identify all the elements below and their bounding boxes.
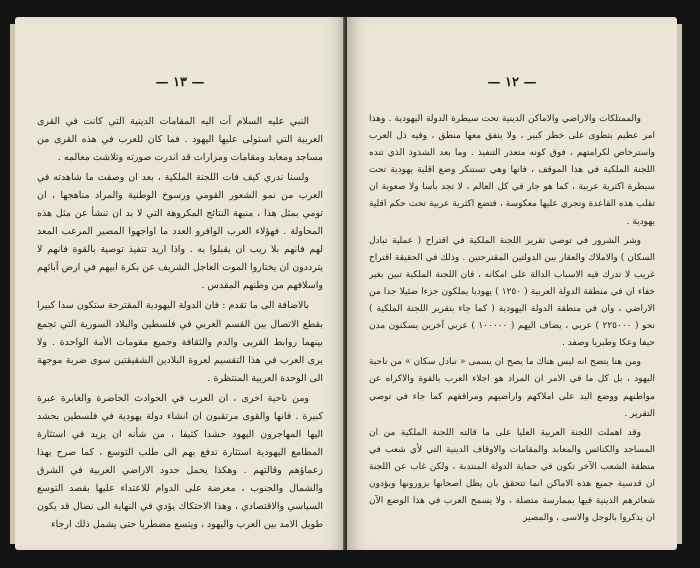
left-page [15, 17, 345, 550]
left-page-body [37, 113, 323, 536]
left-paragraph-4: ومن ناحية اخرى ، ان العرب في الحوادث الحاضرة والغابرة عبرة كبيرة . فانها والقوى مرتقبون ان انشاء دولة يهودية في فلسطين بحشد اليها المهاجرون اليهود حشدا كثيفا ، من شأنه ان يزيد في استثارة المطامع اليهودية استثارة تدفع بهم الى طلب التوسع ، كما صرح بهذا زعماؤهم وقالتهم . وهكذا يحمل حدود الاراضي العربية في الشرق والشمال والجنوب ، معرضة على الدوام للاعتداء عليها بقصد التوسع السياسي والاقتصادي ، وهذا الاحتكاك يؤدي في النهاية الى نضال قد يكون طويل الامد بين العرب واليهود ، ويتسع مضطربا حتى يشمل ذلك ارجاء [37, 392, 323, 531]
right-paragraph-1: والممتلكات والاراضي والاماكن الدينية تحت سيطرة الدولة اليهودية . وهذا امر عظيم بتطوى على خطر كبير ، ولا يتفق معها منطق ، وفيه ذل العرب واسترخاص لكرامتهم ، فوق كونه متعذر التنفيذ . وما بعد الشذوذ الذي تنده اللجنة الملكية في هذا الموقف ، فانها وهي تستنكر وضع اقلية يهودية تحت سيطرة اكثرية عربية ، كما هو جار في كل العالم ، لا تجد بأسا ولا صعوبة ان تقلب هذه القاعدة وتجري عليها معكوسة ، فتضع اكثرية عربية تحت حكم اقلية يهودية . [369, 114, 655, 227]
left-paragraph-3: بالاضافة الى ما تقدم : فان الدولة اليهودية المقترحة ستكون سدا كبيرا بقطع الاتصال بين القسم العربي في فلسطين والبلاد السورية التي تجمع بينهما روابط القربى والدم والثقافة وجميع مقومات الأمة الواحدة . ولا يرى العرب في هذا التقسيم لعروة البلادين الشقيقتين سوى ضربة موجهة الى الوحدة العربية المنتظرة . [37, 300, 323, 384]
left-paragraph-2: ولسنا ندري كيف فات اللجنة الملكية ، بعد ان وصفت ما شاهدته في العرب من نمو الشعور القومي ورسوخ الوطنية والمراد مناهجها ، ان تومي بمثل هذا ، منبهة النتائج المكروهة التي لا بد ان تنشأ عن مثل هذه المحاولة . فهؤلاء العرب الوافرو العدد ما اواجهوا المصير المرعب المعد لهم فانهم بلا ريب ان يقبلوا به . واذا اريد تنفيذ توصية بالقوة فانهم لا يترددون ان يختاروا الموت العاجل الشريف عن بكرة ابيهم في ارض آبائهم واسلافهم من وطنهم المقدس . [37, 172, 323, 292]
right-paragraph-3: ومن هنا يتضح انه ليس هناك ما يصح ان يسمى « تبادل سكان » من ناحية اليهود ، بل كل ما في الامر ان المراد هو اجلاء العرب بالقوة والاكراه عن مواطنهم ووضع اليد على املاكهم واراضيهم ومراقفهم كما جاء في توصي التقرير . [369, 357, 655, 419]
right-paragraph-4: وقد اهملت اللجنة العربية العليا على ما قالته اللجنة الملكية من ان المساجد والكنائس والمعابد والمقامات والاوقاف الدينية التي لأي شعب في منطقة الشعب الآخر تكون في حماية الدولة المنتدبة ، ولكن غاب عن اللجنة ان قدسية جميع هذه الاماكن انما تتحقق بان يظل اصحابها يزورونها ويؤدون شعائرهم الدينية فيها بممارسة متصلة ، ولا يسمح العرب في هذا الوضع الآن ان يذكروا بالوجل والاسى ، والمصير [369, 427, 655, 524]
right-paragraph-2: وشر الشرور في توصي تقرير اللجنة الملكية في اقتراح ( عملية تبادل السكان ) والاملاك والعقار بين الدولتين المقترحتين . وذلك في الحقيقة اقتراح غريب لا تدرك فيه الاسباب الدالة على امكانه ، فان اللجنة الملكية تبين بغير خفاء ان في منطقة الدولة العربية ( ١٢٥٠ ) يهوديا يملكون جزءا ضئيلا جدا من الاراضي ، وان في منطقة الدولة اليهودية ( كما جاء بتقرير اللجنة الملكية ) نحو ( ٢٢٥٠٠٠ ) عربي ، يضاف اليهم ( ١٠٠٠٠٠ ) عربي آخرين يسكنون مدن حيفا وعكا وطبريا وصفد . [369, 235, 655, 349]
left-paragraph-1: النبي عليه السلام آت اليه المقامات الدينية التي كانت في القرى العربية التي استولى عليها اليهود . فما كان للعرب في هذه القرى من مساجد ومعابد ومقامات ومزارات قد اندرت صورته وتلاشت معالمه . [37, 116, 323, 164]
page-number-right: — ١٢ — [487, 75, 537, 90]
right-page [347, 17, 677, 550]
page-number-left: — ١٣ — [155, 75, 205, 90]
right-page-body [369, 111, 655, 529]
